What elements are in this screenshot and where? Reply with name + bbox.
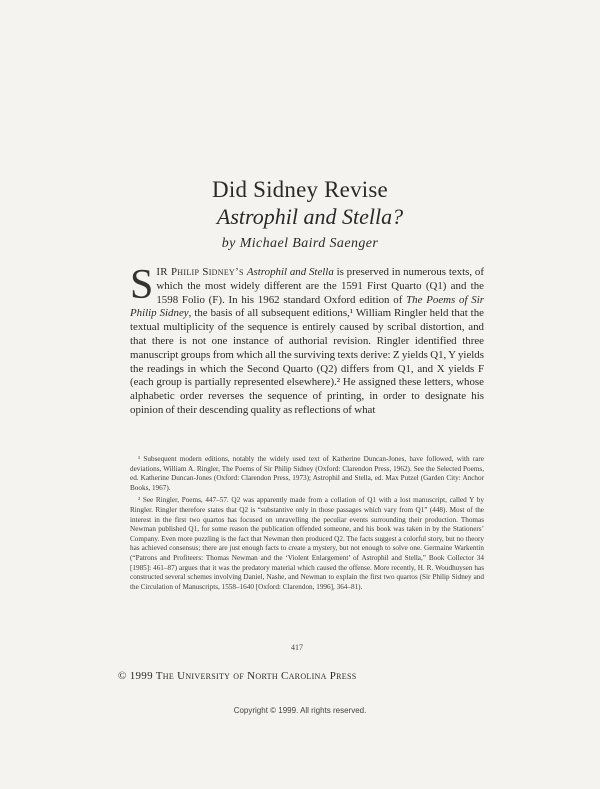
- page-number: 417: [291, 643, 303, 652]
- footnotes: [130, 455, 484, 595]
- rights-statement: Copyright © 1999. All rights reserved.: [233, 706, 367, 715]
- footnote-1: ¹ Subsequent modern editions, notably the widely used text of Katherine Duncan-Jones, have followed, with rare deviations, William A. Ringler, The Poems of Sir Philip Sidney (Oxford: Clarendon Press, 1962). See the Selected Poems, ed. Katherine Duncan-Jones (Oxford: Clarendon Press, 1973); Astrophil and Stella, ed. Max Putzel (Garden City: Anchor Books, 1967).: [130, 455, 484, 492]
- author-byline: by Michael Baird Saenger: [221, 236, 379, 251]
- footnote-2: ² See Ringler, Poems, 447–57. Q2 was apparently made from a collation of Q1 with a lost manuscript, called Y by Ringler. Ringler therefore states that Q2 is “substantive only in those passages which vary from Q1” (448). Most of the interest in the first two quartos has focused on unravelling the peculiar events surrounding their production. Thomas Newman published Q1, for some reason the publication offended someone, and his book was taken in by the Stationers’ Company. Even more puzzling is the fact that Newman then produced Q2. The facts suggest a colorful story, but no theory has achieved consensus; there are just enough facts to create a mystery, but not enough to solve one. Germaine Warkentin (“Patrons and Profiteers: Thomas Newman and the ‘Violent Enlargement’ of Astrophil and Stella,” Book Collector 34 [1985]: 461–87) argues that it was the predatory material which caused the offense. More recently, H. R. Woudhuysen has constructed several schemes involving Daniel, Nashe, and Newman to explain the first two quartos (Sir Philip Sidney and the Circulation of Manuscripts, 1558–1640 [Oxford: Clarendon, 1996], 364–81).: [130, 496, 484, 591]
- article-title-line2: Astrophil and Stella?: [216, 204, 404, 229]
- article-title-line1: Did Sidney Revise: [212, 177, 388, 202]
- body-text-1: is preserved in numerous texts, of which the most widely different are the 1591 First Quarto (Q1) and the 1598 Folio (F). In his 1962 standard Oxford edition of: [156, 266, 484, 306]
- copyright-notice: © 1999 The University of North Carolina Press: [118, 670, 357, 682]
- drop-cap: S: [130, 262, 154, 308]
- body-italic-edition: The Poems of Sir Philip Sidney: [130, 293, 484, 320]
- article-body: [130, 262, 484, 418]
- body-italic-title: Astrophil and Stella: [246, 266, 334, 278]
- body-opening: IR Philip Sidney’s: [156, 266, 247, 278]
- body-text-2: , the basis of all subsequent editions,¹ William Ringler held that the textual multiplicity of the sequence is entirely caused by scribal distortion, and that there is not one instance of authorial revision. Ringler identified three manuscript groups from which all the surviving texts derive: Z yields Q1, Y yields the readings in which the Second Quarto (Q2) differs from Q1, and X yields F (each group is partially represented elsewhere).² He assigned these letters, whose alphabetic order reverses the sequence of printing, in order to designate his opinion of their descending quality as reflections of what: [130, 307, 484, 416]
